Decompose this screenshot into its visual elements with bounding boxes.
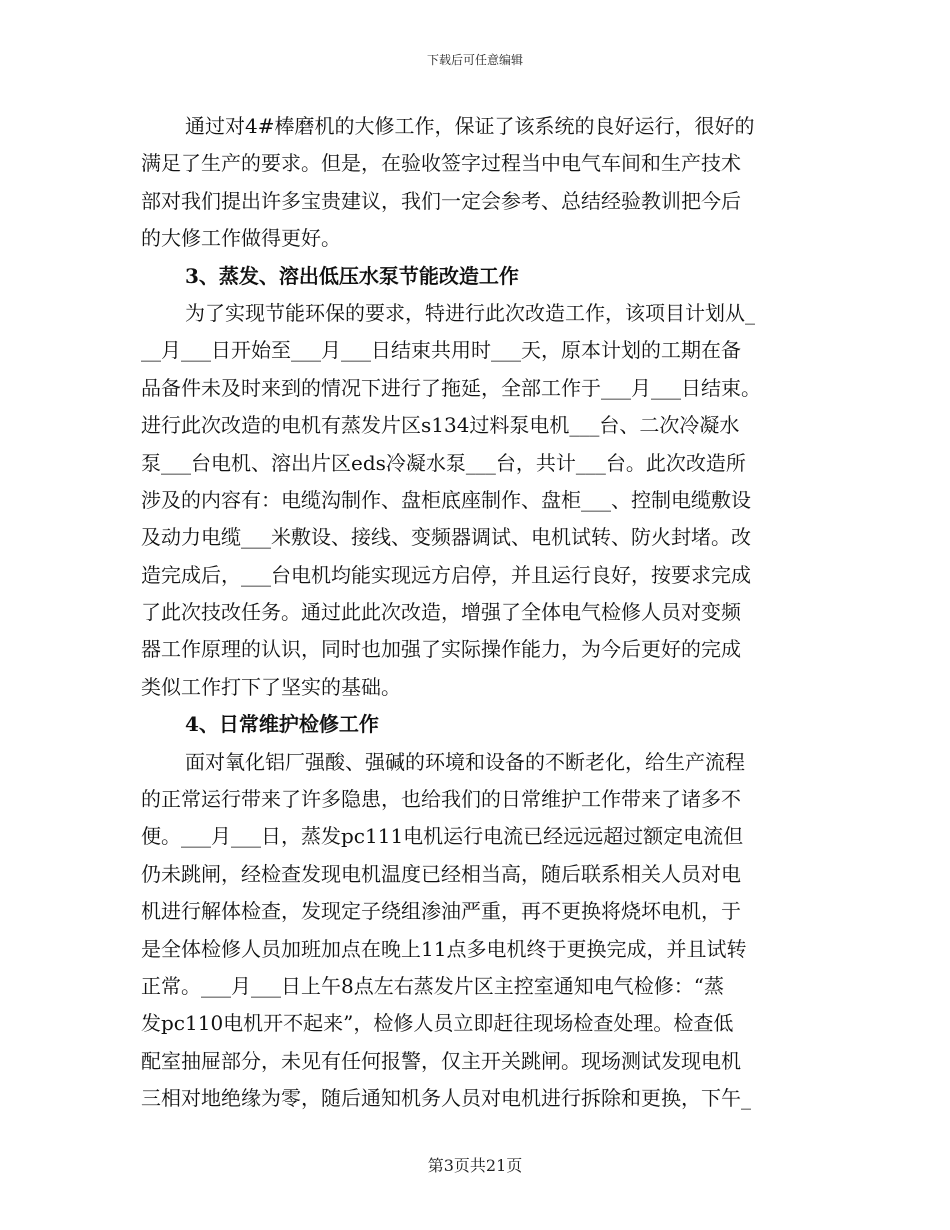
paragraph-line: 正常。___月___日上午8点左右蒸发片区主控室通知电气检修：“蒸 [141, 973, 724, 998]
paragraph-line: 满足了生产的要求。但是，在验收签字过程当中电气车间和生产技术 [141, 151, 741, 176]
page-header: 下载后可任意编辑 [426, 53, 523, 67]
paragraph-line: 便。___月___日，蒸发pc111电机运行电流已经远远超过额定电流但 [141, 824, 744, 849]
paragraph-line: 及动力电缆___米敷设、接线、变频器调试、电机试转、防火封堵。改 [141, 525, 751, 550]
paragraph-line: __月___日开始至___月___日结束共用时___天，原本计划的工期在备 [141, 338, 741, 363]
paragraph-line: 仍未跳闸，经检查发现电机温度已经相当高，随后联系相关人员对电 [141, 861, 741, 886]
paragraph-line: 造完成后，___台电机均能实现远方启停，并且运行良好，按要求完成 [141, 562, 751, 587]
paragraph-line: 为了实现节能环保的要求，特进行此次改造工作，该项目计划从_ [185, 300, 755, 325]
paragraph-line: 是全体检修人员加班加点在晚上11点多电机终于更换完成，并且试转 [141, 936, 747, 961]
paragraph-line: 三相对地绝缘为零，随后通知机务人员对电机进行拆除和更换，下午_ [141, 1086, 751, 1111]
paragraph-line: 配室抽屉部分，未见有任何报警，仅主开关跳闸。现场测试发现电机 [141, 1048, 741, 1073]
paragraph-line: 泵___台电机、溶出片区eds冷凝水泵___台，共计___台。此次改造所 [141, 450, 746, 475]
paragraph-line: 品备件未及时来到的情况下进行了拖延，全部工作于___月___日结束。 [141, 375, 761, 400]
paragraph-line: 机进行解体检查，发现定子绕组渗油严重，再不更换将烧坏电机，于 [141, 899, 741, 924]
section-heading-3: 3、蒸发、溶出低压水泵节能改造工作 [185, 263, 519, 288]
paragraph-line: 面对氧化铝厂强酸、强碱的环境和设备的不断老化，给生产流程 [185, 749, 745, 774]
page-number-footer: 第3页共21页 [427, 1156, 523, 1175]
paragraph-line: 通过对4#棒磨机的大修工作，保证了该系统的良好运行，很好的 [185, 114, 755, 138]
document-body [141, 108, 805, 1118]
paragraph-line: 类似工作打下了坚实的基础。 [141, 674, 401, 699]
section-heading-4: 4、日常维护检修工作 [185, 712, 379, 737]
paragraph-line: 的正常运行带来了许多隐患，也给我们的日常维护工作带来了诸多不 [141, 787, 741, 812]
paragraph-line: 进行此次改造的电机有蒸发片区s134过料泵电机___台、二次冷凝水 [141, 413, 740, 438]
paragraph-line: 了此次技改任务。通过此此次改造，增强了全体电气检修人员对变频 [141, 600, 741, 625]
paragraph-line: 发pc110电机开不起来”，检修人员立即赶往现场检查处理。检查低 [141, 1011, 734, 1036]
paragraph-line: 的大修工作做得更好。 [141, 226, 341, 251]
paragraph-line: 部对我们提出许多宝贵建议，我们一定会参考、总结经验教训把今后 [141, 188, 741, 213]
paragraph-line: 器工作原理的认识，同时也加强了实际操作能力，为今后更好的完成 [141, 637, 741, 662]
paragraph-line: 涉及的内容有：电缆沟制作、盘柜底座制作、盘柜___、控制电缆敷设 [141, 487, 751, 512]
